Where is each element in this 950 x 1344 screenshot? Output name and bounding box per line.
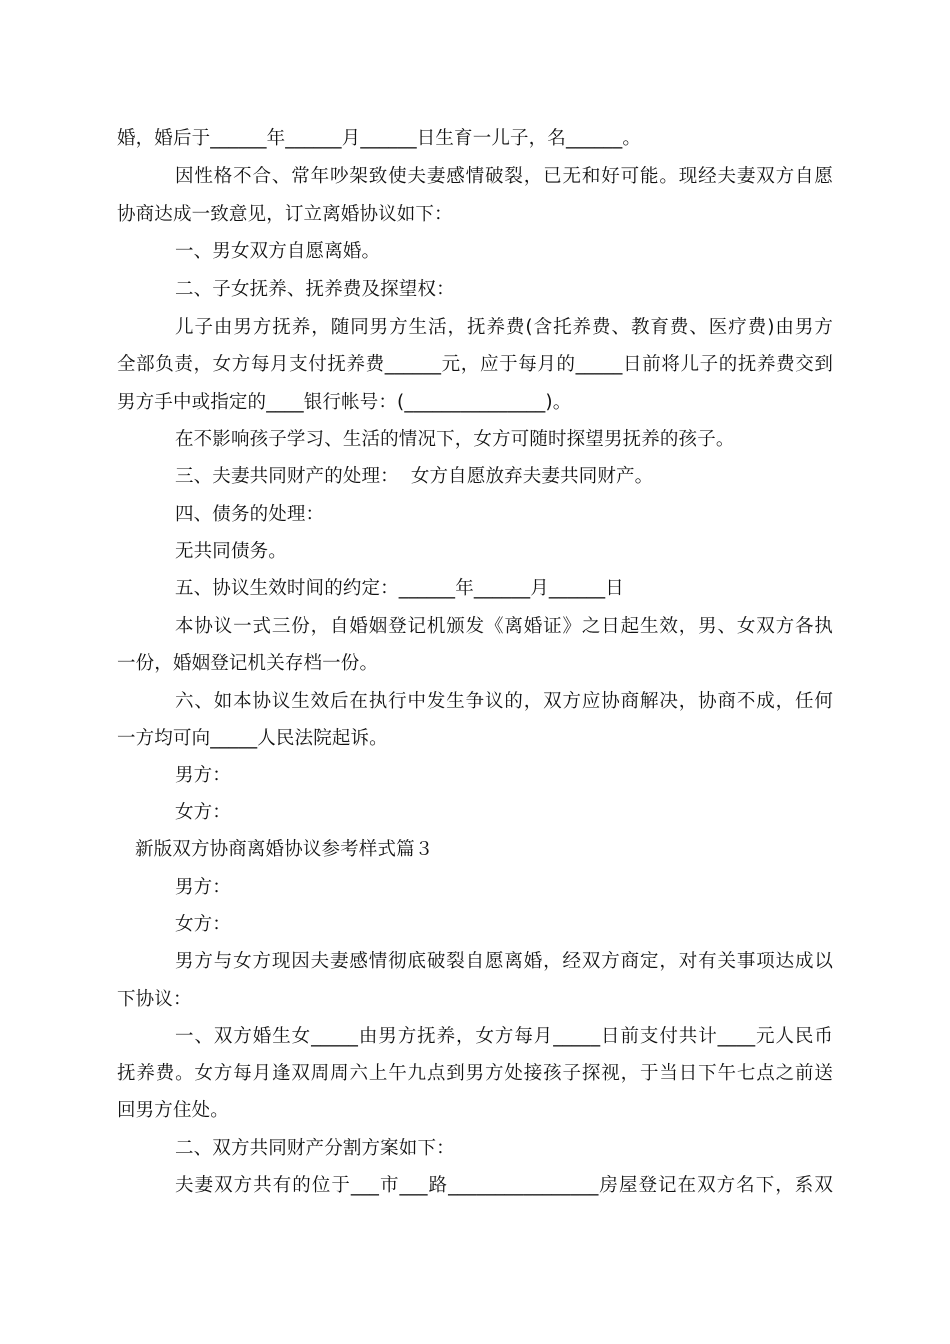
paragraph-line: 五、协议生效时间的约定：______年______月______日 [175,578,624,599]
paragraph-line: 六、如本协议生效后在执行中发生争议的，双方应协商解决，协商不成，任何 [175,691,833,712]
paragraph-line: 四、债务的处理： [175,504,325,525]
paragraph-line: 在不影响孩子学习、生活的情况下，女方可随时探望男抚养的孩子。 [175,429,735,450]
paragraph-line: 全部负责，女方每月支付抚养费______元，应于每月的_____日前将儿子的抚养费交到 [117,354,833,375]
paragraph-line: 二、子女抚养、抚养费及探望权： [175,279,455,300]
signature-label-male: 男方： [175,765,231,786]
party-label-male: 男方： [175,877,231,898]
paragraph-line: 无共同债务。 [175,541,287,562]
paragraph-line: 男方与女方现因夫妻感情彻底破裂自愿离婚，经双方商定，对有关事项达成以 [175,951,833,972]
paragraph-line: 因性格不合、常年吵架致使夫妻感情破裂，已无和好可能。现经夫妻双方自愿 [175,166,833,187]
party-label-female: 女方： [175,914,231,935]
paragraph-line: 夫妻双方共有的位于___市___路________________房屋登记在双方名下，系双 [175,1175,833,1196]
paragraph-line: 一方均可向_____人民法院起诉。 [117,728,388,749]
paragraph-line: 一、双方婚生女_____由男方抚养，女方每月_____日前支付共计____元人民币 [175,1026,833,1047]
paragraph-line: 三、夫妻共同财产的处理： 女方自愿放弃夫妻共同财产。 [175,466,654,487]
paragraph-line: 下协议： [117,989,192,1010]
paragraph-line: 回男方住处。 [117,1100,229,1121]
paragraph-line: 二、双方共同财产分割方案如下： [175,1138,455,1159]
paragraph-line: 本协议一式三份，自婚姻登记机颁发《离婚证》之日起生效，男、女双方各执 [175,616,833,637]
signature-label-female: 女方： [175,802,231,823]
paragraph-line: 儿子由男方抚养，随同男方生活，抚养费(含托养费、教育费、医疗费)由男方 [175,317,833,338]
section-heading: 新版双方协商离婚协议参考样式篇３ [135,839,434,860]
paragraph-line: 男方手中或指定的____银行帐号：(_______________)。 [117,392,572,413]
paragraph-line: 抚养费。女方每月逢双周周六上午九点到男方处接孩子探视，于当日下午七点之前送 [117,1063,833,1084]
paragraph-line: 一份，婚姻登记机关存档一份。 [117,653,379,674]
paragraph-line: 婚，婚后于______年______月______日生育一儿子，名______。 [117,128,642,149]
paragraph-line: 协商达成一致意见，订立离婚协议如下： [117,204,453,225]
paragraph-line: 一、男女双方自愿离婚。 [175,241,381,262]
